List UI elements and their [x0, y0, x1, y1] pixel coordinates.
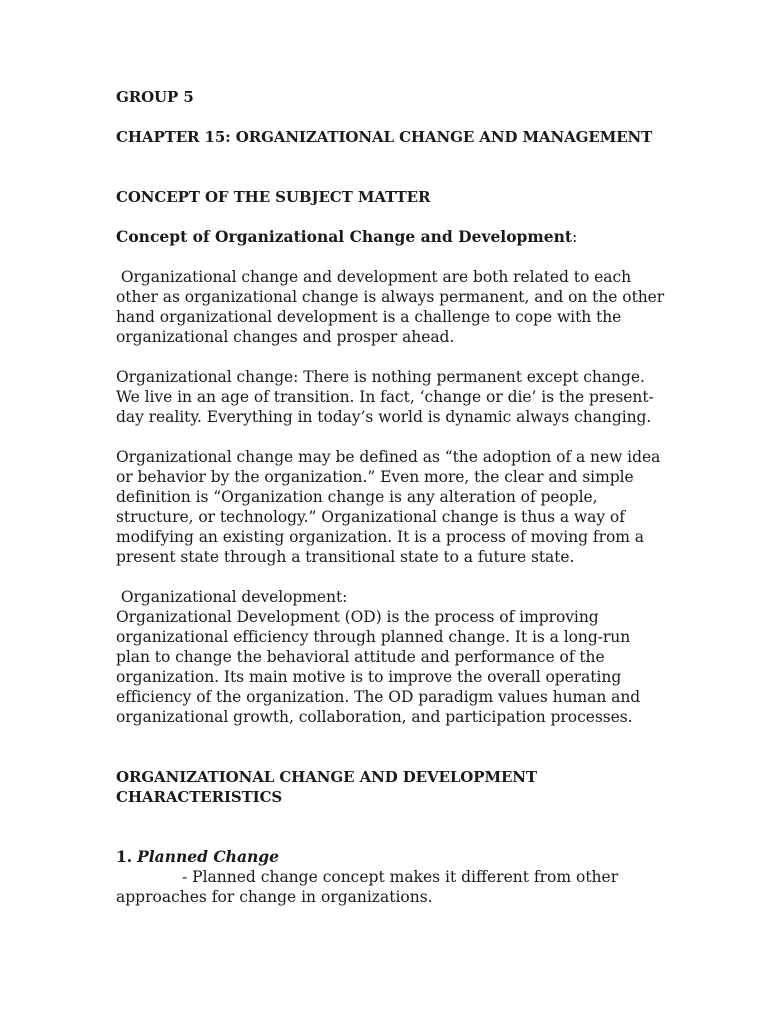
paragraph-line: We live in an age of transition. In fact, ‘change or die’ is the present-	[116, 388, 654, 406]
item-description-line: - Planned change concept makes it different from other	[182, 868, 619, 886]
paragraph-definition	[116, 447, 676, 567]
concept-heading: CONCEPT OF THE SUBJECT MATTER	[116, 188, 431, 206]
paragraph-line: present state through a transitional state to a future state.	[116, 548, 575, 566]
paragraph-line: Organizational change and development are both related to each	[116, 268, 632, 286]
chapter-heading: CHAPTER 15: ORGANIZATIONAL CHANGE AND MANAGEMENT	[116, 128, 653, 146]
paragraph-line: hand organizational development is a challenge to cope with the	[116, 308, 622, 326]
characteristics-heading	[116, 767, 676, 807]
paragraph-line: Organizational change: There is nothing permanent except change.	[116, 368, 645, 386]
paragraph-line: Organizational development:	[116, 588, 348, 606]
paragraph-intro	[116, 267, 676, 347]
item-description-line: approaches for change in organizations.	[116, 888, 433, 906]
paragraph-line: organizational growth, collaboration, and participation processes.	[116, 708, 633, 726]
paragraph-line: modifying an existing organization. It is a process of moving from a	[116, 528, 644, 546]
paragraph-line: organizational efficiency through planned change. It is a long-run	[116, 628, 631, 646]
paragraph-line: Organizational Development (OD) is the process of improving	[116, 608, 599, 626]
paragraph-line: plan to change the behavioral attitude and performance of the	[116, 648, 605, 666]
paragraph-line: day reality. Everything in today’s world is dynamic always changing.	[116, 408, 652, 426]
item-number: 1.	[116, 847, 133, 866]
paragraph-line: or behavior by the organization.” Even more, the clear and simple	[116, 468, 634, 486]
paragraph-line: other as organizational change is always permanent, and on the other	[116, 288, 665, 306]
paragraph-line: definition is “Organization change is any alteration of people,	[116, 488, 598, 506]
paragraph-line: efficiency of the organization. The OD paradigm values human and	[116, 688, 641, 706]
concept-subheading-text: Concept of Organizational Change and Development	[116, 227, 573, 246]
concept-subheading-colon: :	[572, 228, 578, 246]
paragraph-development	[116, 587, 676, 727]
paragraph-line: organization. Its main motive is to improve the overall operating	[116, 668, 622, 686]
paragraph-line: organizational changes and prosper ahead.	[116, 328, 455, 346]
item-title: Planned Change	[137, 847, 279, 866]
document-page	[116, 87, 676, 907]
characteristics-heading-line: CHARACTERISTICS	[116, 788, 283, 806]
paragraph-change	[116, 367, 676, 427]
characteristics-heading-line: ORGANIZATIONAL CHANGE AND DEVELOPMENT	[116, 768, 537, 786]
concept-subheading	[116, 227, 676, 247]
characteristic-item-1	[116, 847, 676, 907]
paragraph-line: Organizational change may be defined as “the adoption of a new idea	[116, 448, 661, 466]
item-heading	[116, 847, 676, 867]
group-heading: GROUP 5	[116, 88, 194, 106]
paragraph-line: structure, or technology.” Organizational change is thus a way of	[116, 508, 625, 526]
